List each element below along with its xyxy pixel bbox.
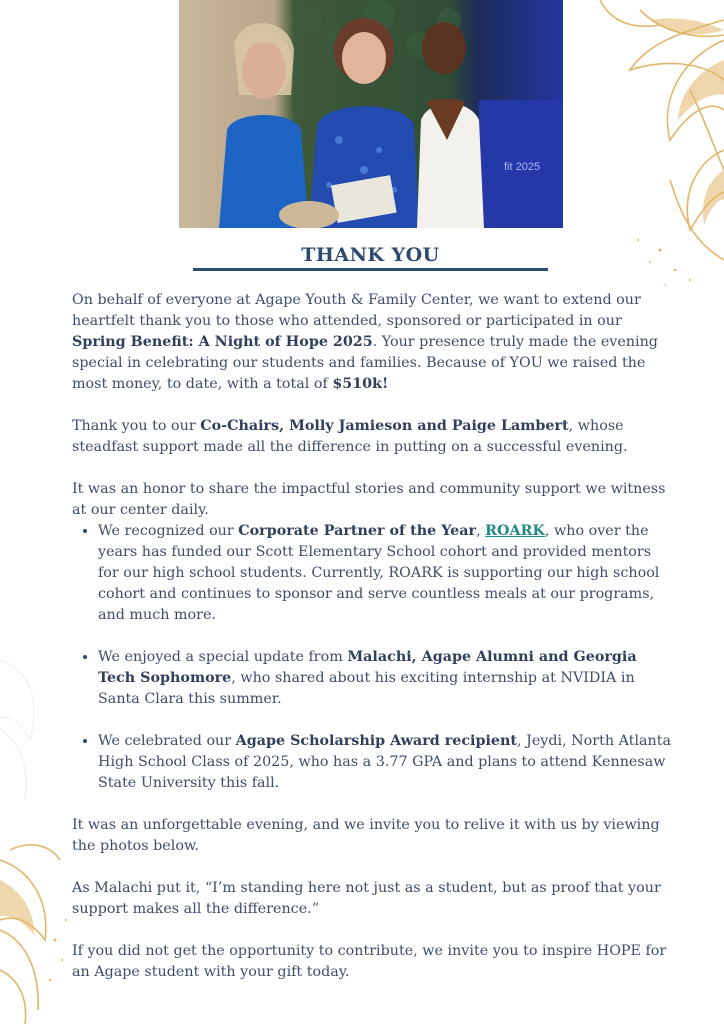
list-item xyxy=(98,647,672,710)
honor-paragraph: It was an honor to share the impactful stories and community support we witness at our center daily. xyxy=(72,481,666,518)
photo-banner-text: fit 2025 xyxy=(504,161,541,173)
bullet-text: We recognized our xyxy=(98,523,239,539)
call-to-action-paragraph: If you did not get the opportunity to contribute, we invite you to inspire HOPE for an Agape student with your gift today. xyxy=(72,943,667,980)
intro-paragraph xyxy=(72,290,672,395)
total-raised: $510k! xyxy=(332,376,389,392)
gold-floral-decoration-top-right xyxy=(540,0,724,290)
event-name: Spring Benefit: A Night of Hope 2025 xyxy=(72,334,373,350)
highlights-list xyxy=(72,521,672,794)
relive-paragraph: It was an unforgettable evening, and we invite you to relive it with us by viewing the photos below. xyxy=(72,817,660,854)
list-item xyxy=(98,521,672,626)
quote-paragraph: As Malachi put it, “I’m standing here not just as a student, but as proof that your support makes all the difference.” xyxy=(72,880,661,917)
gold-floral-decoration-bottom-left xyxy=(0,820,80,1024)
title-underline xyxy=(193,268,548,271)
bullet-text: We enjoyed a special update from xyxy=(98,649,348,665)
co-chairs-paragraph xyxy=(72,416,672,458)
alumni-name: Malachi, Agape Alumni and Georgia Tech Sophomore xyxy=(98,649,637,686)
bullet-text: , who over the years has funded our Scott Elementary School cohort and provided mentors for our high school students. Currently, ROARK is supporting our high school cohort and continues to sponsor and serve countless meals at our programs, and much more. xyxy=(98,523,660,623)
roark-link[interactable]: ROARK xyxy=(485,523,545,539)
co-chairs-names: Co-Chairs, Molly Jamieson and Paige Lambert xyxy=(200,418,569,434)
letter-body xyxy=(72,290,672,1004)
bullet-text: , who shared about his exciting internship at NVIDIA in Santa Clara this summer. xyxy=(98,670,635,707)
list-item xyxy=(98,731,672,794)
faint-flower-decoration-left xyxy=(0,640,60,800)
bullet-text: , Jeydi, North Atlanta High School Class of 2025, who has a 3.77 GPA and plans to attend Kennesaw State University this fall. xyxy=(98,733,672,791)
bullet-text: We celebrated our xyxy=(98,733,236,749)
scholarship-name: Agape Scholarship Award recipient xyxy=(235,733,517,749)
co-chairs-text: Thank you to our xyxy=(72,418,201,434)
page-title: THANK YOU xyxy=(301,244,440,266)
event-photo xyxy=(179,0,563,228)
bullet-text: , xyxy=(476,523,486,539)
co-chairs-text-continued: , whose steadfast support made all the difference in putting on a successful evening. xyxy=(72,418,628,455)
intro-text-continued: . Your presence truly made the evening special in celebrating our students and families. Because of YOU we raised the most money, to date, with a total of xyxy=(72,334,658,392)
event-photo-illustration xyxy=(179,0,563,228)
award-name: Corporate Partner of the Year xyxy=(238,523,477,539)
intro-text: On behalf of everyone at Agape Youth & Family Center, we want to extend our heartfelt thank you to those who attended, sponsored or participated in our xyxy=(72,292,641,329)
